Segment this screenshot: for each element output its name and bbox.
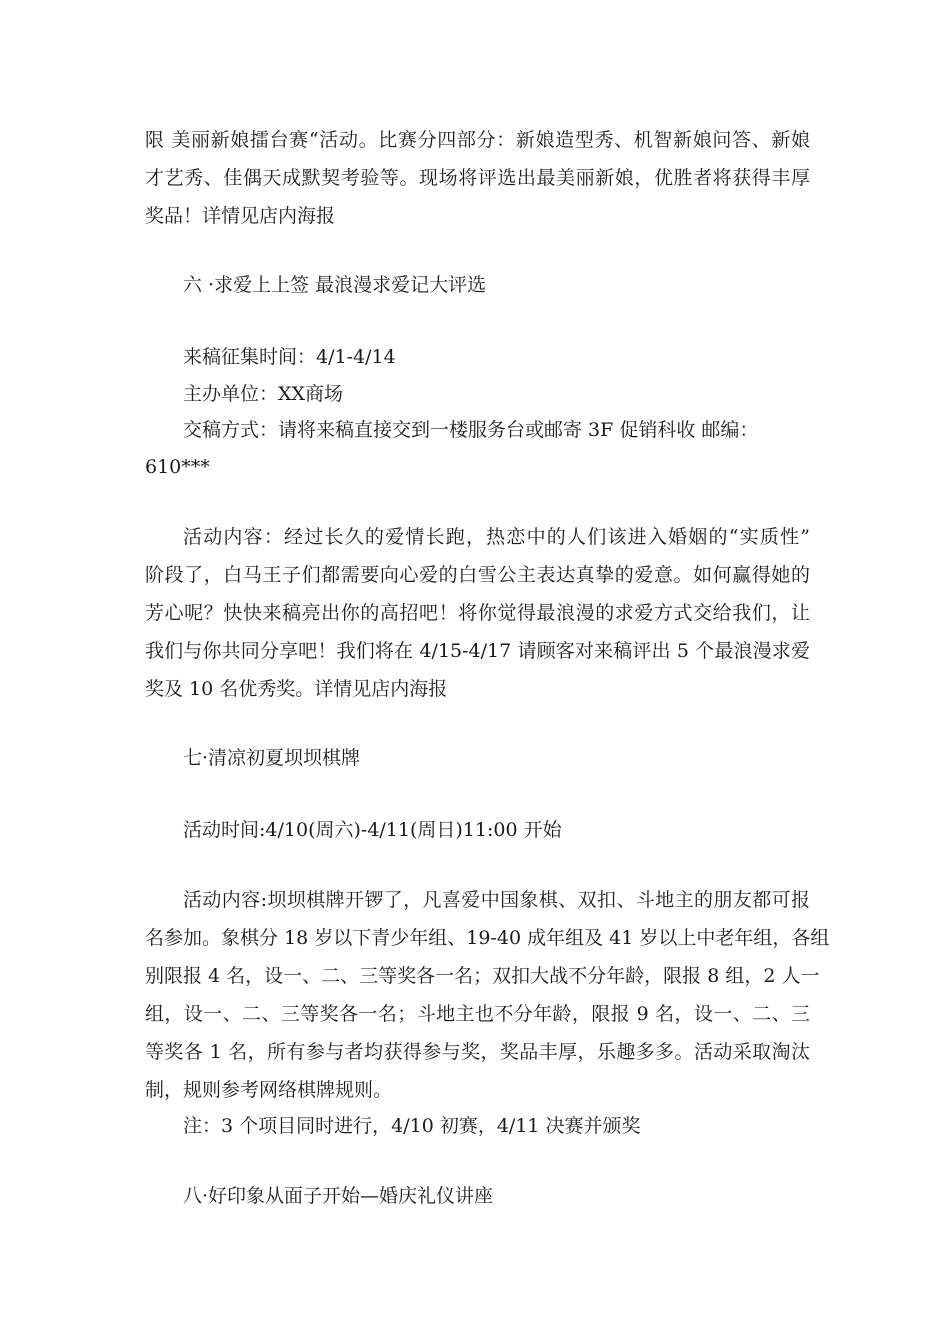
section-7-content-line-3: 别限报 4 名，设一、二、三等奖各一名；双扣大战不分年龄，限报 8 组，2 人一 (145, 965, 820, 987)
section-6-content-line-4: 我们与你共同分享吧！我们将在 4/15-4/17 请顾客对来稿评出 5 个最浪漫求爱 (145, 640, 810, 662)
section-7-note: 注：3 个项目同时进行，4/10 初赛，4/11 决赛并颁奖 (183, 1115, 641, 1137)
section-6-content-line-5: 奖及 10 名优秀奖。详情见店内海报 (145, 678, 448, 700)
section-7-content-line-2: 名参加。象棋分 18 岁以下青少年组、19-40 成年组及 41 岁以上中老年组，各组 (145, 927, 830, 949)
section-6-organizer: 主办单位：XX商场 (183, 383, 344, 405)
section-6-content-line-1: 活动内容：经过长久的爱情长跑，热恋中的人们该进入婚姻的“实质性” (183, 526, 810, 548)
section-7-content-line-6: 制，规则参考网络棋牌规则。 (145, 1079, 393, 1101)
contest-paragraph-line-2: 才艺秀、佳偶天成默契考验等。现场将评选出最美丽新娘，优胜者将获得丰厚 (145, 167, 810, 189)
contest-paragraph-line-1: 限 美丽新娘擂台赛“活动。比赛分四部分：新娘造型秀、机智新娘问答、新娘 (145, 129, 810, 151)
section-7-time: 活动时间:4/10(周六)-4/11(周日)11:00 开始 (183, 819, 562, 841)
section-6-time: 来稿征集时间：4/1-4/14 (183, 346, 396, 368)
contest-paragraph-line-3: 奖品！详情见店内海报 (145, 205, 336, 227)
section-6-content-line-2: 阶段了，白马王子们都需要向心爱的白雪公主表达真挚的爱意。如何赢得她的 (145, 564, 810, 586)
section-6-submission-line-2: 610*** (145, 456, 210, 478)
section-7-heading: 七·清凉初夏坝坝棋牌 (183, 747, 361, 769)
section-8-heading: 八·好印象从面子开始—婚庆礼仪讲座 (183, 1185, 494, 1207)
section-7-content-line-4: 组，设一、二、三等奖各一名；斗地主也不分年龄，限报 9 名，设一、二、三 (145, 1003, 810, 1025)
section-7-content-line-1: 活动内容:坝坝棋牌开锣了，凡喜爱中国象棋、双扣、斗地主的朋友都可报 (183, 889, 810, 911)
section-6-heading: 六 ·求爱上上签 最浪漫求爱记大评选 (183, 274, 487, 296)
section-6-content-line-3: 芳心呢？快快来稿亮出你的高招吧！将你觉得最浪漫的求爱方式交给我们，让 (145, 602, 810, 624)
section-7-content-line-5: 等奖各 1 名，所有参与者均获得参与奖，奖品丰厚，乐趣多多。活动采取淘汰 (145, 1041, 810, 1063)
section-6-submission-line-1: 交稿方式：请将来稿直接交到一楼服务台或邮寄 3F 促销科收 邮编： (183, 419, 759, 441)
